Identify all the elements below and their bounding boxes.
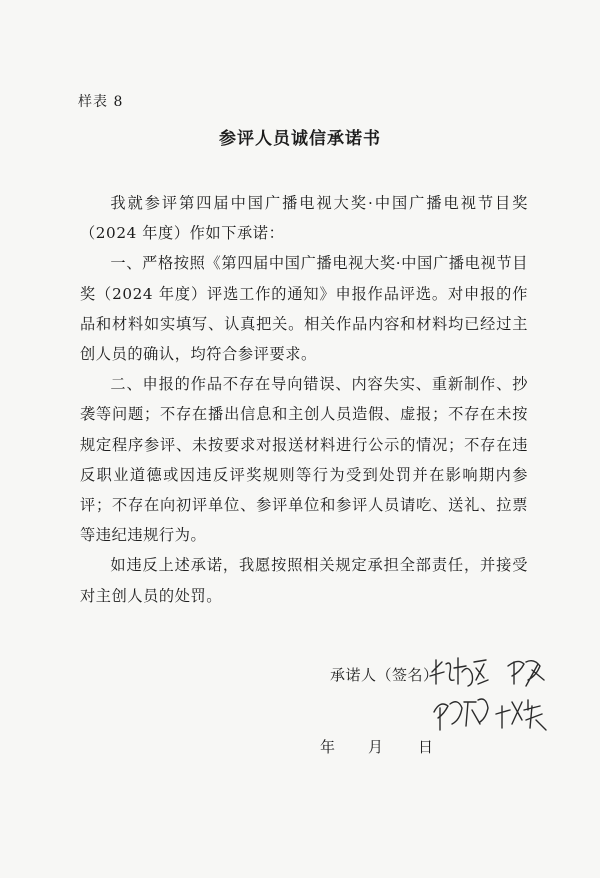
paragraph-item-1: 一、严格按照《第四届中国广播电视大奖·中国广播电视节目奖（2024 年度）评选工作的通知》申报作品评选。对申报的作品和材料如实填写、认真把关。相关作品内容和材料均已经过主创人员的确认，均符合参评要求。 — [80, 254, 528, 364]
date-day: 日 — [418, 738, 434, 756]
paragraph-intro: 我就参评第四届中国广播电视大奖·中国广播电视节目奖（2024 年度）作如下承诺： — [80, 194, 528, 243]
document-title: 参评人员诚信承诺书 — [219, 129, 381, 149]
handwritten-signature — [428, 650, 558, 740]
document-body — [80, 188, 528, 611]
paragraph-item-2: 二、申报的作品不存在导向错误、内容失实、重新制作、抄袭等问题；不存在播出信息和主创人员造假、虚报；不存在未按规定程序参评、未按要求对报送材料进行公示的情况；不存在违反职业道德或因违反评奖规则等行为受到处罚并在影响期内参评；不存在向初评单位、参评单位和参评人员请吃、送礼、拉票等违纪违规行为。 — [80, 375, 528, 545]
form-code: 样表 8 — [78, 94, 124, 110]
date-year: 年 — [320, 738, 336, 756]
paragraph-closing: 如违反上述承诺，我愿按照相关规定承担全部责任，并接受对主创人员的处罚。 — [80, 556, 528, 605]
signer-label: 承诺人（签名） — [330, 666, 439, 684]
date-month: 月 — [368, 738, 384, 756]
